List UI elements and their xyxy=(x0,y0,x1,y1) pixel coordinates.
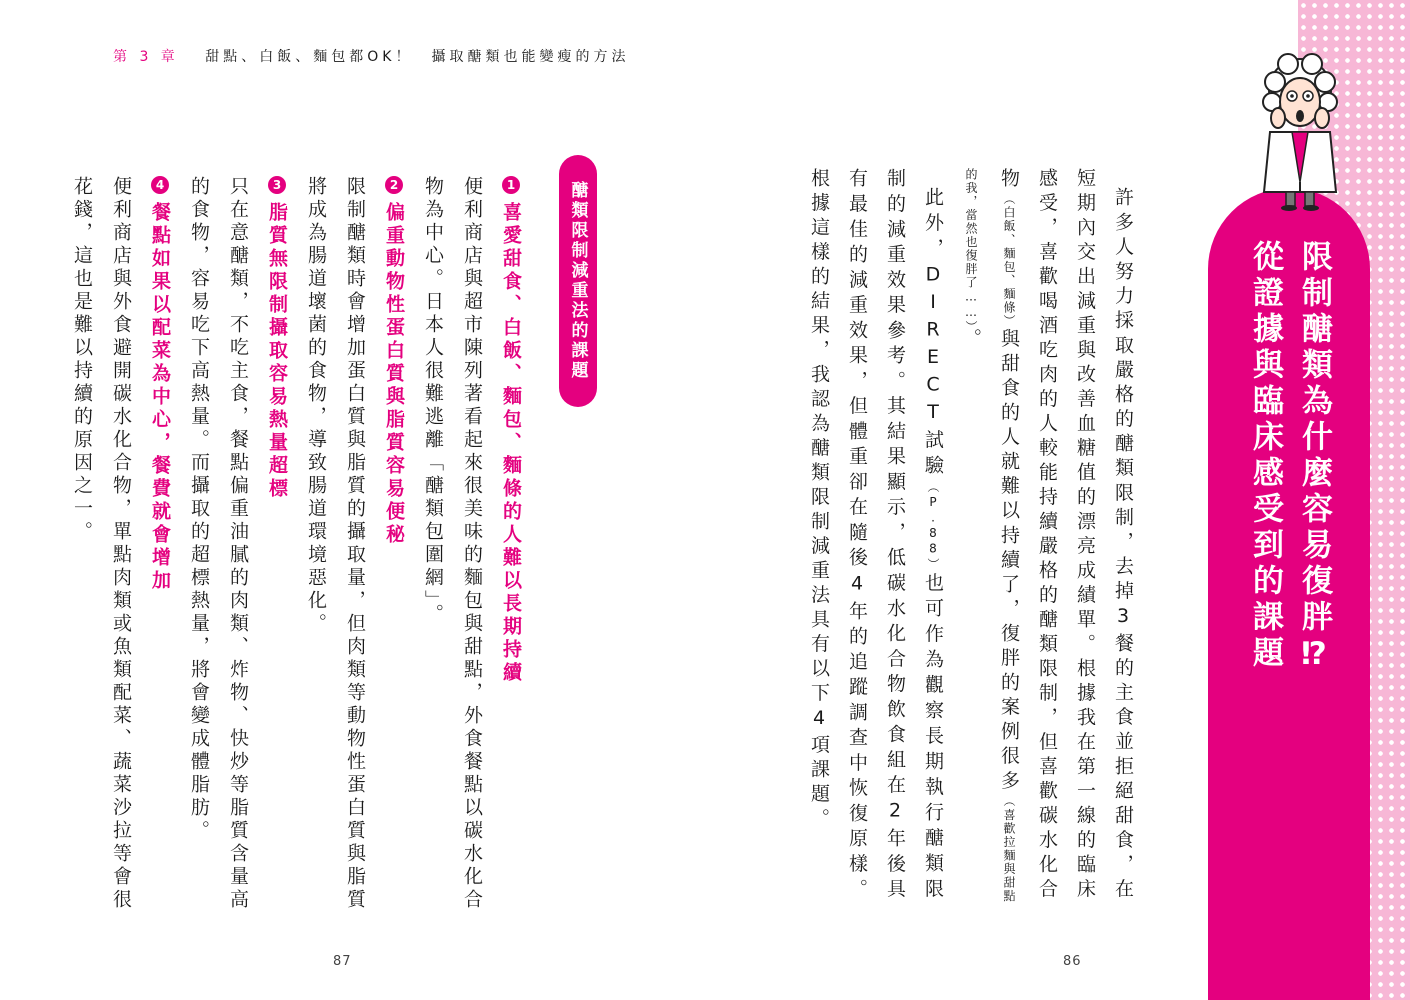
surprised-doctor-illustration xyxy=(1244,52,1356,212)
paragraph-1-note-1: （白飯、麵包、麵條） xyxy=(1002,192,1016,329)
issue-number-badge: 2 xyxy=(387,178,401,192)
section-title-pill xyxy=(559,155,597,407)
issue-number-badge: 1 xyxy=(504,178,518,192)
issue-text: 便利商店與外食避開碳水化合物，單點肉類或魚類配菜、蔬菜沙拉等會很花錢，這也是難以持續的原因之一。 xyxy=(71,176,132,912)
issue-text: 便利商店與超市陳列著看起來很美味的麵包與甜點，外食餐點以碳水化合物為中心。日本人很難逃離「醣類包圍網」。 xyxy=(422,176,483,912)
page-number-left: 87 xyxy=(333,954,352,969)
issue-heading xyxy=(374,176,413,916)
paragraph-1-text-b: 與甜食的人就難以持續了，復胖的案例很多 xyxy=(998,328,1020,795)
running-header xyxy=(113,46,629,66)
issue-heading xyxy=(491,176,530,916)
issue-heading-text: 喜愛甜食、白飯、麵包、麵條的人難以長期持續 xyxy=(500,202,522,685)
body-paragraph-1 xyxy=(952,168,1142,903)
paragraph-2-text-b: 也可作為觀察長期執行醣類限制的減重效果參考。其結果顯示，低碳水化合物飲食組在2年後具有最佳的減重效果，但體重卻在隨後4年的追蹤調查中恢復原樣。根據這樣的結果，我認為醣類限制減重法具有以下4項課題。 xyxy=(808,168,944,903)
issue-text: 限制醣類時會增加蛋白質與脂質的攝取量，但肉類等動物性蛋白質與脂質將成為腸道壞菌的食物，導致腸道環境惡化。 xyxy=(305,176,366,912)
body-paragraph-2 xyxy=(800,168,952,903)
paragraph-1-note-2: （喜歡拉麵與甜點的我，當然也復胖了……） xyxy=(964,168,1016,904)
title-banner xyxy=(1208,188,1370,1000)
paragraph-1-text-c: 。 xyxy=(960,328,982,353)
issue-heading-text: 餐點如果以配菜為中心，餐費就會增加 xyxy=(149,202,171,593)
right-page-body xyxy=(808,168,1142,904)
page-title-line-2: 從證據與臨床感受到的課題 xyxy=(1247,240,1283,672)
chapter-title: 甜點、白飯、麵包都OK！ 攝取醣類也能變瘦的方法 xyxy=(205,49,630,65)
paragraph-1-text-a: 許多人努力採取嚴格的醣類限制，去掉3餐的主食並拒絕甜食，在短期內交出減重與改善血糖值的漂亮成績單。根據我在第一線的臨床感受，喜歡喝酒吃肉的人較能持續嚴格的醣類限制，但喜歡碳水化合物 xyxy=(998,168,1134,903)
issue-heading-text: 脂質無限制攝取容易熱量超標 xyxy=(266,202,288,501)
chapter-label: 第 3 章 xyxy=(113,49,179,65)
issue-heading-text: 偏重動物性蛋白質與脂質容易便秘 xyxy=(383,202,405,547)
issue-text: 只在意醣類，不吃主食，餐點偏重油膩的肉類、炸物、快炒等脂質含量高的食物，容易吃下高熱量。而攝取的超標熱量，將會變成體脂肪。 xyxy=(188,176,249,912)
page-number-right: 86 xyxy=(1063,954,1082,969)
issue-heading xyxy=(257,176,296,916)
paragraph-2-text-a: 此外，DIRECT試驗 xyxy=(922,187,944,481)
issue-heading xyxy=(140,176,179,916)
issue-number-badge: 3 xyxy=(270,178,284,192)
issues-list xyxy=(70,176,530,916)
paragraph-2-note: （P.88） xyxy=(926,480,940,573)
section-title: 醣類限制減重法的課題 xyxy=(567,181,588,381)
issue-number-badge: 4 xyxy=(153,178,167,192)
page-title-line-1: 限制醣類為什麼容易復胖⁉ xyxy=(1296,240,1332,677)
